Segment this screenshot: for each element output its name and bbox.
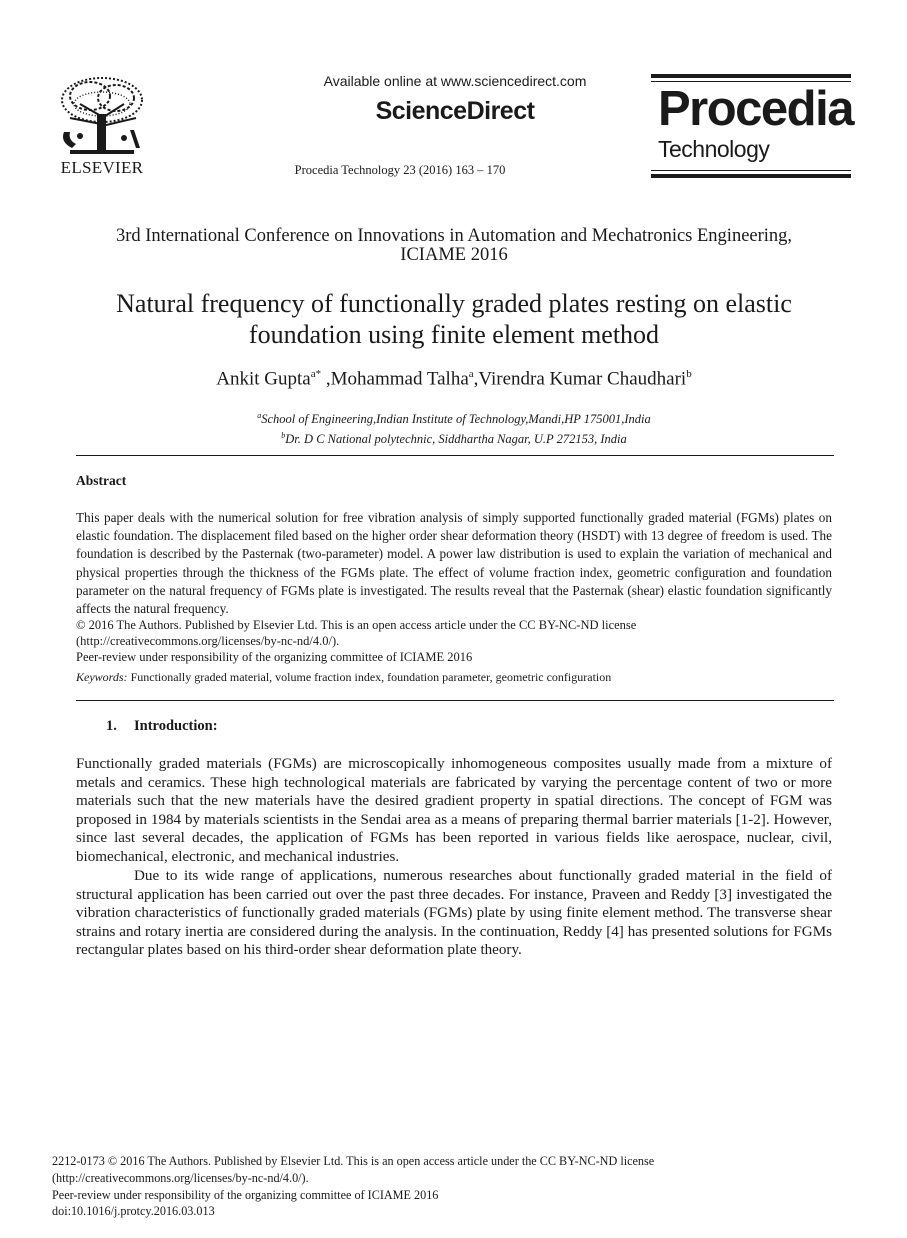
procedia-logo (651, 74, 851, 178)
page-footer (52, 1153, 852, 1220)
section-number: 1. (106, 718, 117, 734)
keywords-list: Functionally graded material, volume fraction index, foundation parameter, geometric configuration (130, 670, 612, 684)
conference-line: 3rd International Conference on Innovations in Automation and Mechatronics Engineering, (115, 226, 793, 246)
footer-issn-license: 2212-0173 © 2016 The Authors. Published by Elsevier Ltd. This is an open access article under the CC BY-NC-ND license (52, 1154, 655, 1168)
author-affiliation-mark: a* (310, 368, 322, 380)
author-separator: , (321, 368, 331, 390)
footer-peer-review: Peer-review under responsibility of the organizing committee of ICIAME 2016 (52, 1187, 439, 1202)
introduction-paragraph: Functionally graded materials (FGMs) are microscopically inhomogeneous composites usually made from a mixture of metals and ceramics. These high technological materials are fabricated by varying the percentage content of two or more materials such that the new materials have the desired gradient property in spatial directions. The concept of FGM was proposed in 1984 by materials scientists in the Sendai area as a means of preparing thermal barrier materials [1-2]. However, since last several decades, the application of FGMs has been reported in various fields like aerospace, nuclear, civil, biomechanical, electronic, and mechanical industries. (76, 756, 832, 865)
affiliation-mark: a (257, 411, 262, 420)
affiliation (76, 408, 832, 428)
keywords (76, 670, 832, 685)
logo-rule (651, 174, 851, 178)
elsevier-wordmark: ELSEVIER (60, 158, 144, 177)
paper-title (76, 288, 832, 350)
title-line: foundation using finite element method (248, 320, 660, 349)
author-name: Ankit Gupta (216, 368, 311, 390)
keywords-label: Keywords: (76, 670, 128, 684)
introduction-paragraph: Due to its wide range of applications, numerous researches about functionally graded material in the field of structural application has been carried out over the past three decades. For instance, Praveen and Reddy [3] investigated the vibration characteristics of functionally graded materials (FGMs) plate by using finite element method. The transverse shear strains and rotary inertia are considered during the analysis. In the continuation, Reddy [4] has presented solutions for FGMs rectangular plates based on his third-order shear deformation plate theory. (76, 868, 832, 959)
section-divider (76, 700, 834, 701)
footer-doi[interactable]: doi:10.1016/j.protcy.2016.03.013 (52, 1204, 215, 1219)
peer-review-note: Peer-review under responsibility of the organizing committee of ICIAME 2016 (76, 650, 473, 664)
footer-license-link[interactable]: (http://creativecommons.org/licenses/by-nc-nd/4.0/). (52, 1170, 309, 1185)
elsevier-logo (50, 74, 154, 179)
logo-rule (651, 170, 851, 171)
conference-line: ICIAME 2016 (400, 245, 508, 265)
abstract-heading: Abstract (76, 473, 127, 488)
journal-citation: Procedia Technology 23 (2016) 163 – 170 (294, 163, 506, 177)
author-separator: , (473, 368, 479, 390)
logo-rule (651, 74, 851, 78)
title-line: Natural frequency of functionally graded plates resting on elastic (116, 289, 792, 318)
affiliation-text: School of Engineering,Indian Institute of Technology,Mandi,HP 175001,India (261, 412, 651, 427)
abstract-body: This paper deals with the numerical solution for free vibration analysis of simply supported functionally graded material (FGMs) plates on elastic foundation. The displacement filed based on the higher order shear deformation theory (HSDT) with 13 degree of freedom is used. The foundation is described by the Pasternak (two-parameter) model. A power law distribution is used to explain the variation of mechanical and physical properties through the thickness of the FGMs plate. The effect of volume fraction index, geometric configuration and foundation parameter on the natural frequency of FGMs plate is investigated. The results reveal that the Pasternak (shear) elastic foundation significantly affects the natural frequency. (76, 510, 832, 617)
author-affiliation-mark: b (686, 368, 692, 380)
author-affiliation-mark: a (468, 368, 474, 380)
procedia-subtitle: Technology (658, 136, 770, 162)
author-name: Mohammad Talha (330, 368, 469, 390)
copyright-line: © 2016 The Authors. Published by Elsevier Ltd. This is an open access article under the CC BY-NC-ND license (76, 618, 637, 632)
elsevier-tree-icon (50, 74, 154, 160)
author-name: Virendra Kumar Chaudhari (478, 368, 687, 390)
affiliation-text: Dr. D C National polytechnic, Siddhartha Nagar, U.P 272153, India (285, 431, 627, 446)
conference-name (76, 227, 832, 265)
affiliation (76, 428, 832, 448)
introduction-heading (106, 718, 218, 735)
sciencedirect-logo: ScienceDirect (375, 97, 535, 125)
section-title: Introduction: (134, 718, 218, 734)
affiliation-list (76, 408, 832, 447)
copyright-notice (76, 617, 832, 665)
author-list (76, 368, 832, 390)
license-link[interactable]: (http://creativecommons.org/licenses/by-nc-nd/4.0/). (76, 634, 340, 648)
affiliation-mark: b (281, 430, 286, 440)
section-divider (76, 455, 834, 456)
procedia-wordmark: Procedia (658, 82, 853, 136)
available-online-text[interactable]: Available online at www.sciencedirect.com (323, 73, 587, 89)
